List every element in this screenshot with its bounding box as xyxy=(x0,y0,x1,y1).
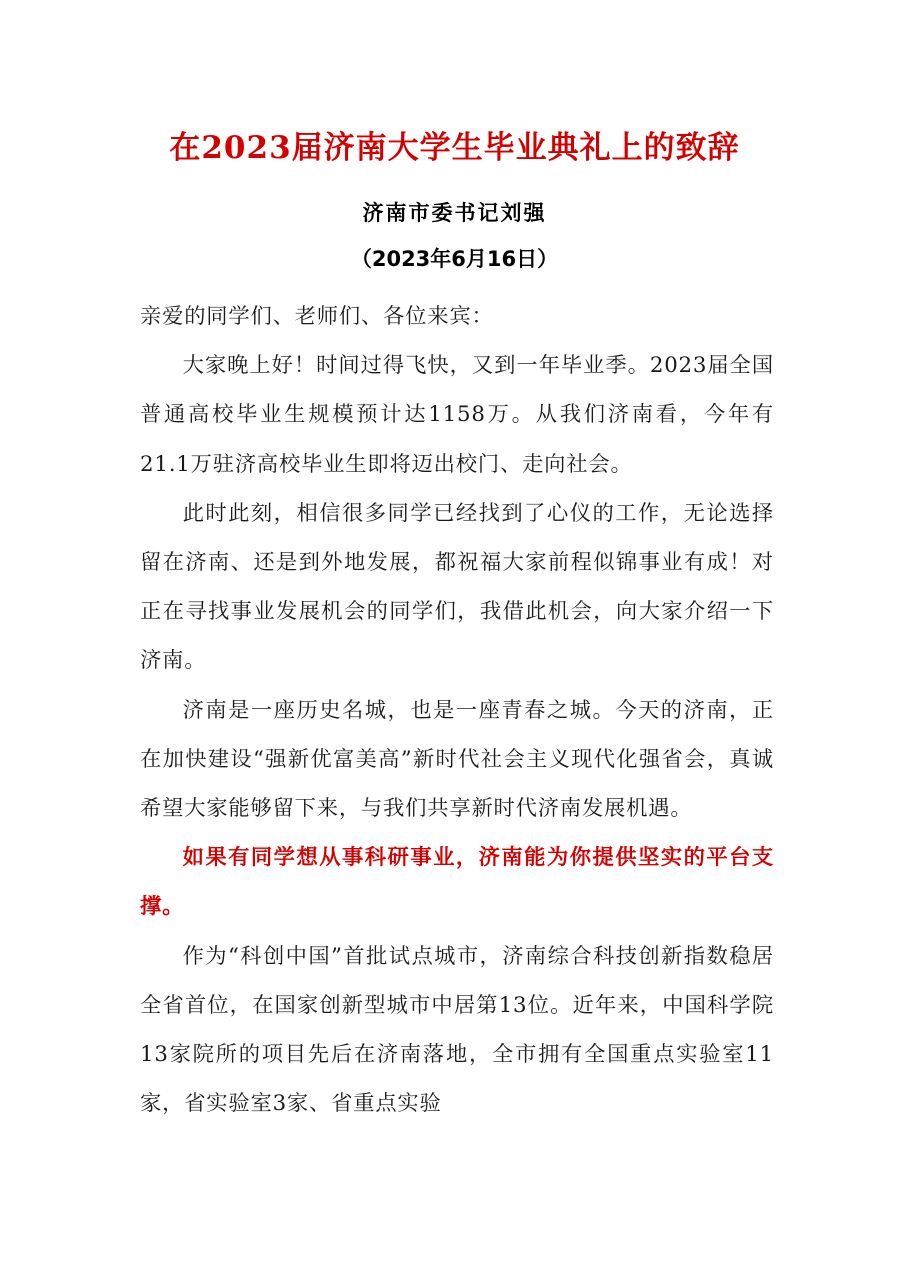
highlight-paragraph: 如果有同学想从事科研事业，济南能为你提供坚实的平台支撑。 xyxy=(140,845,774,920)
paragraph: 济南是一座历史名城，也是一座青春之城。今天的济南，正在加快建设“强新优富美高”新时代社会主义现代化强省会，真诚希望大家能够留下来，与我们共享新时代济南发展机遇。 xyxy=(140,697,774,822)
document-date: （2023年6月16日） xyxy=(350,247,559,271)
document-body xyxy=(140,292,774,1128)
document-author: 济南市委书记刘强 xyxy=(362,201,547,225)
paragraph: 此时此刻，相信很多同学已经找到了心仪的工作，无论选择留在济南、还是到外地发展，都祝福大家前程似锦事业有成！对正在寻找事业发展机会的同学们，我借此机会，向大家介绍一下济南。 xyxy=(140,500,774,674)
document-title: 在2023届济南大学生毕业典礼上的致辞 xyxy=(169,130,740,166)
salutation: 亲爱的同学们、老师们、各位来宾： xyxy=(140,304,494,329)
paragraph: 大家晚上好！时间过得飞快，又到一年毕业季。2023届全国普通高校毕业生规模预计达1158万。从我们济南看，今年有21.1万驻济高校毕业生即将迈出校门、走向社会。 xyxy=(140,353,774,477)
paragraph: 作为“科创中国”首批试点城市，济南综合科技创新指数稳居全省首位，在国家创新型城市中居第13位。近年来，中国科学院13家院所的项目先后在济南落地，全市拥有全国重点实验室11家，省实验室3家、省重点实验 xyxy=(140,943,774,1117)
